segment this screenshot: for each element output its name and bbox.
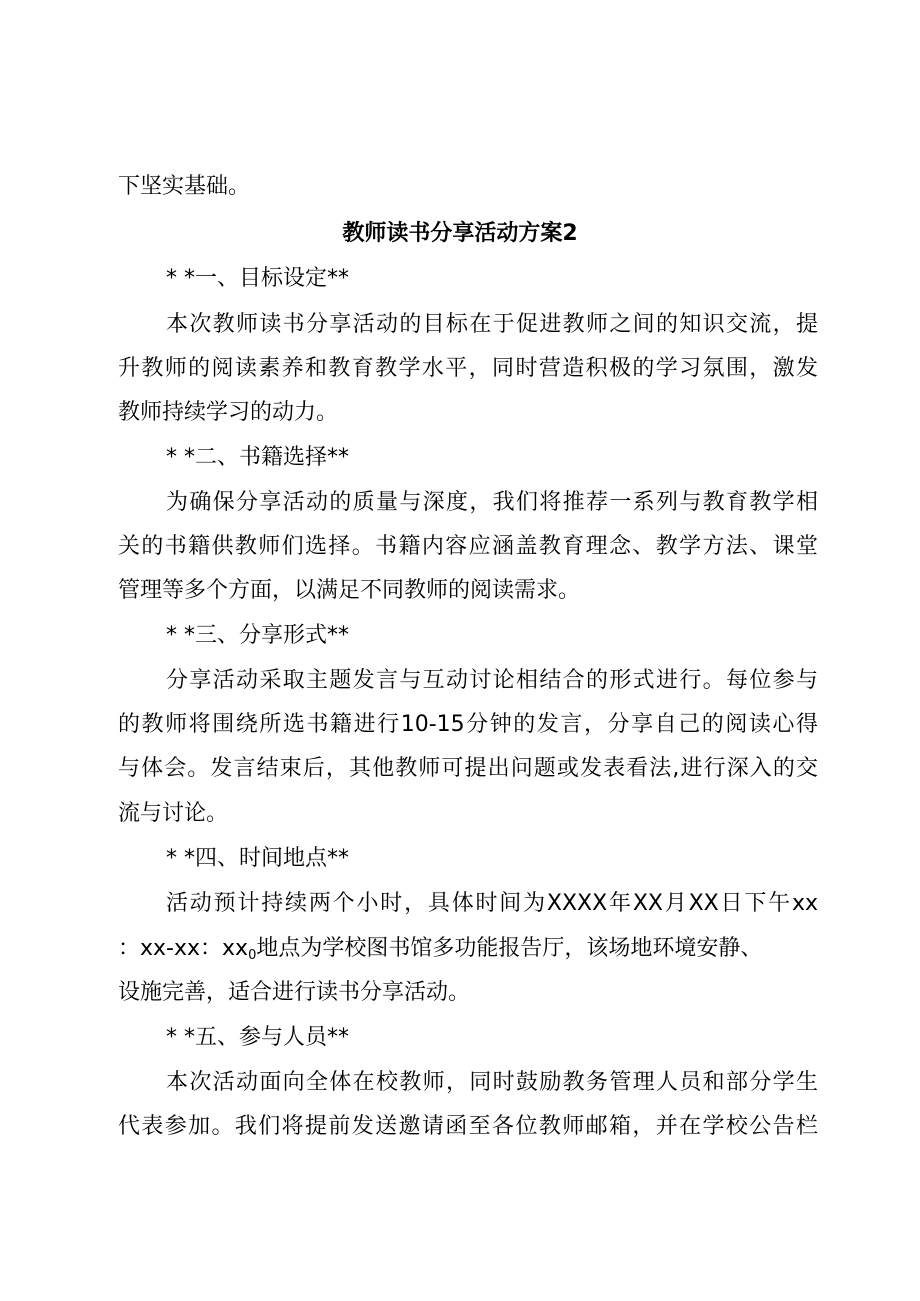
paragraph-line: 分享活动采取主题发言与互动讨论相结合的形式进行。每位参与 — [166, 668, 818, 693]
paragraph-line: 关的书籍供教师们选择。书籍内容应涵盖教育理念、教学方法、课堂 — [118, 534, 818, 559]
paragraph-line: 教师持续学习的动力。 — [118, 400, 339, 425]
paragraph-line: 与体会。发言结束后，其他教师可提出问题或发表看法,进行深入的交 — [118, 756, 818, 781]
heading-participants: * *五、参与人员** — [166, 1025, 349, 1050]
paragraph-line: 本次活动面向全体在校教师，同时鼓励教务管理人员和部分学生 — [166, 1070, 818, 1095]
heading-book-selection: * *二、书籍选择** — [166, 445, 349, 470]
paragraph-line-with-subscript — [118, 934, 818, 964]
paragraph-line: 本次教师读书分享活动的目标在于促进教师之间的知识交流，提 — [166, 312, 818, 337]
paragraph-line: 管理等多个方面，以满足不同教师的阅读需求。 — [118, 578, 581, 603]
subscript-zero: 0 — [248, 948, 257, 963]
section-title: 教师读书分享活动方案2 — [342, 221, 578, 246]
time-text: ：xx-xx：xx — [118, 936, 249, 961]
paragraph-line: 设施完善，适合进行读书分享活动。 — [118, 980, 471, 1005]
paragraph-line: 代表参加。我们将提前发送邀请函至各位教师邮箱，并在学校公告栏 — [118, 1114, 818, 1139]
paragraph-line: 为确保分享活动的质量与深度，我们将推荐一系列与教育教学相 — [166, 490, 818, 515]
location-text: 地点为学校图书馆多功能报告厅，该场地环境安静、 — [256, 936, 763, 961]
paragraph-line: 流与讨论。 — [118, 801, 229, 826]
paragraph-line: 活动预计持续两个小时，具体时间为XXXX年XX月XX日下午xx — [166, 891, 818, 916]
heading-goals: * *一、目标设定** — [166, 266, 349, 291]
paragraph-line: 升教师的阅读素养和教育教学水平，同时营造积极的学习氛围，激发 — [118, 356, 818, 381]
heading-time-place: * *四、时间地点** — [166, 846, 349, 871]
text-line-continuation: 下坚实基础。 — [118, 174, 251, 199]
heading-sharing-format: * *三、分享形式** — [166, 623, 349, 648]
paragraph-line: 的教师将围绕所选书籍进行10-15分钟的发言，分享自己的阅读心得 — [118, 712, 818, 737]
